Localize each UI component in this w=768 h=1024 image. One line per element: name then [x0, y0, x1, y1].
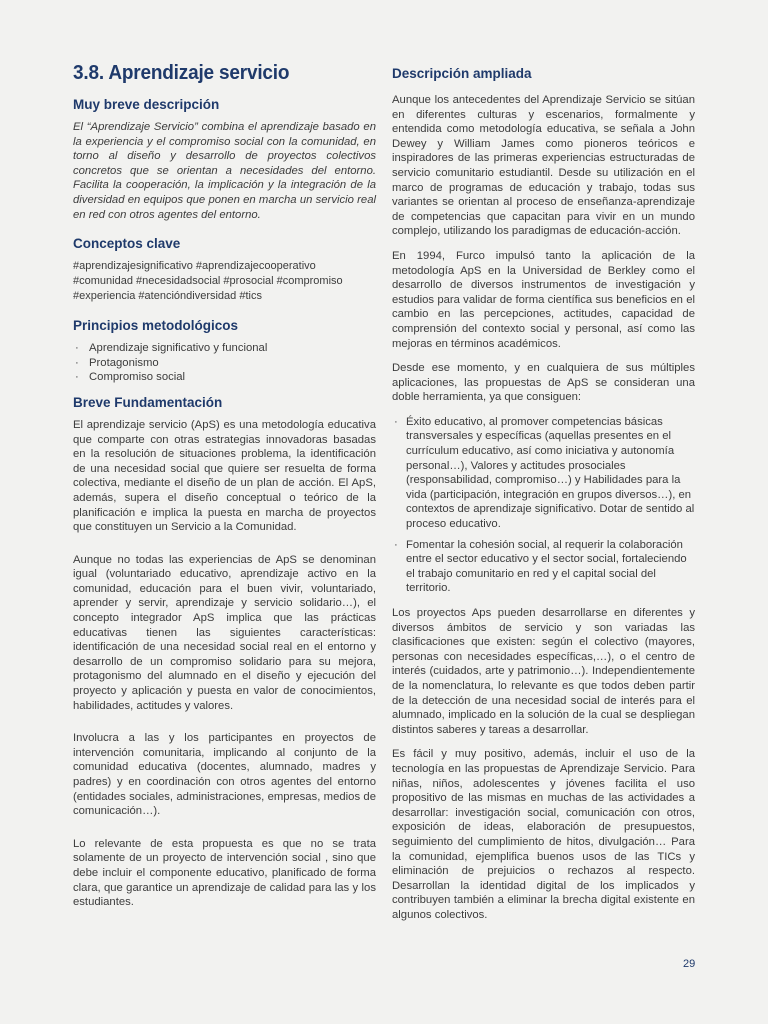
- section-title: 3.8. Aprendizaje servicio: [73, 62, 290, 84]
- principles-list: [73, 341, 376, 385]
- foundation-paragraph: El aprendizaje servicio (ApS) es una metodología educativa que comparte con otras estrategias innovadoras basadas en la resolución de situaciones problema, la identificación de una necesidad social que quiere ser resuelta de forma colectiva, mediante el diseño de un plan de acción. El ApS, además, supera el diseño conceptual o teórico de la planificación e implica la puesta en marcha de proyectos que constituyen un Servicio a la Comunidad.: [73, 418, 376, 534]
- brief-description-text: El “Aprendizaje Servicio” combina el aprendizaje basado en la experiencia y el compromiso social con la comunidad, en torno al diseño y desarrollo de proyectos colectivos concretos que se orientan a necesidades del entorno. Facilita la cooperación, la implicación y la integración de la diversidad en equipos que ponen en marcha un servicio real en red con otros agentes del entorno.: [73, 121, 376, 221]
- left-column: [73, 62, 376, 910]
- tags-line: #comunidad #necesidadsocial #prosocial #compromiso: [73, 275, 343, 288]
- page-number: 29: [683, 958, 696, 970]
- outcomes-list: [392, 415, 695, 596]
- list-item: · Compromiso social: [73, 370, 376, 385]
- extended-paragraph: Los proyectos Aps pueden desarrollarse en diferentes y diversos ámbitos de servicio y son variadas las clasificaciones que existen: según el colectivo (mayores, personas con necesidades específicas,…), o el centro de interés (cuidados, arte y patrimonio…). Independientemente de la nomenclatura, lo relevante es que todos deben partir de la detección de una necesidad social de interés para el alumnado, implicado en la solución de la cual se despliegan distintos saberes y tareas a desarrollar.: [392, 607, 695, 736]
- extended-paragraph: Aunque los antecedentes del Aprendizaje Servicio se sitúan en diferentes culturas y escenarios, formalmente y entendida como metodología educativa, se señala a John Dewey y William James como pioneros teóricos e inspiradores de las primeras experiencias estructuradas de servicio comunitario estudiantil. Desde su utilización en el marco de programas de educación y trabajo, todas sus variantes se orientan al proceso de enseñanza-aprendizaje de competencias que capacitan para vivir en un mundo complejo, utilizando los paradigmas de educación-acción.: [392, 94, 695, 238]
- right-column: [392, 62, 695, 922]
- list-item: · Fomentar la cohesión social, al requerir la colaboración entre el sector educativo y el sector social, fortaleciendo el trabajo comunitario en red y el capital social del territorio.: [392, 538, 695, 596]
- brief-description-heading: Muy breve descripción: [73, 97, 220, 112]
- foundation-paragraph: Aunque no todas las experiencias de ApS se denominan igual (voluntariado educativo, aprendizaje activo en la comunidad, educación para el buen vivir, voluntariado, aprender y servir, aprendizaje y servicio solidario…), el concepto integrador ApS implica que las prácticas educativas tienen las siguientes características: identificación de una necesidad social real en el entorno y desarrollo de un compromiso solidario para su mejora, protagonismo del alumnado en el diseño y ejecución del proyecto y aplicación y puesta en valor de conocimientos, habilidades, actitudes y valores.: [73, 553, 376, 712]
- list-item: · Aprendizaje significativo y funcional: [73, 341, 376, 356]
- foundation-paragraph: Involucra a las y los participantes en proyectos de intervención comunitaria, implicando al conjunto de la comunidad educativa (docentes, alumnado, madres y padres) y en coordinación con otros agentes del entorno (entidades sociales, administraciones, empresas, medios de comunicación…).: [73, 732, 376, 818]
- extended-paragraph: Es fácil y muy positivo, además, incluir el uso de la tecnología en las propuestas de Aprendizaje Servicio. Para niñas, niños, adolescentes y jóvenes facilita el uso propositivo de las mismas en muchas de las actividades a desarrollar: investigación social, comunicación con otros, exposición de ideas, elaboración de presupuestos, seguimiento del cumplimiento de hitos, divulgación… Para la comunidad, ejemplifica buenos usos de las TICs y eliminación de prejuicios o rechazos al respecto. Desarrollan la identidad digital de los implicados y contribuyen también a eliminar la brecha digital existente en algunos colectivos.: [392, 748, 695, 921]
- foundation-paragraph: Lo relevante de esta propuesta es que no se trata solamente de un proyecto de intervención social , sino que debe incluir el componente educativo, planificado de forma clara, que garantice un aprendizaje de calidad para las y los estudiantes.: [73, 837, 376, 909]
- principles-heading: Principios metodológicos: [73, 318, 239, 334]
- list-item: · Protagonismo: [73, 356, 376, 371]
- key-concepts-heading: Conceptos clave: [73, 236, 181, 252]
- extended-description-heading: Descripción ampliada: [392, 66, 532, 81]
- list-item: · Éxito educativo, al promover competencias básicas transversales y específicas (aquellas presentes en el currículum educativo, así como iniciativa y autonomía personal…), Valores y actitudes prosociales (responsabilidad, compromiso…) y Habilidades para la vida (participación, integración en grupos diversos…), en contextos de aprendizaje significativo. Dotar de sentido al proceso educativo.: [392, 415, 695, 532]
- foundation-heading: Breve Fundamentación: [73, 394, 223, 410]
- extended-paragraph: Desde ese momento, y en cualquiera de sus múltiples aplicaciones, las propuestas de ApS se consideran una doble herramienta, ya que consiguen:: [392, 362, 695, 404]
- tags-line: #aprendizajesignificativo #aprendizajecooperativo: [73, 260, 316, 273]
- key-concepts-tags: [73, 259, 376, 304]
- tags-line: #experiencia #atencióndiversidad #tics: [73, 290, 262, 303]
- extended-paragraph: En 1994, Furco impulsó tanto la aplicación de la metodología ApS en la Universidad de Berkley como el desarrollo de diversos instrumentos de investigación y estudios para validar de forma científica sus beneficios en el cambio en las percepciones, actitudes, capacidad de comprensión del contexto social y personal, así como las mejoras en términos académicos.: [392, 249, 695, 350]
